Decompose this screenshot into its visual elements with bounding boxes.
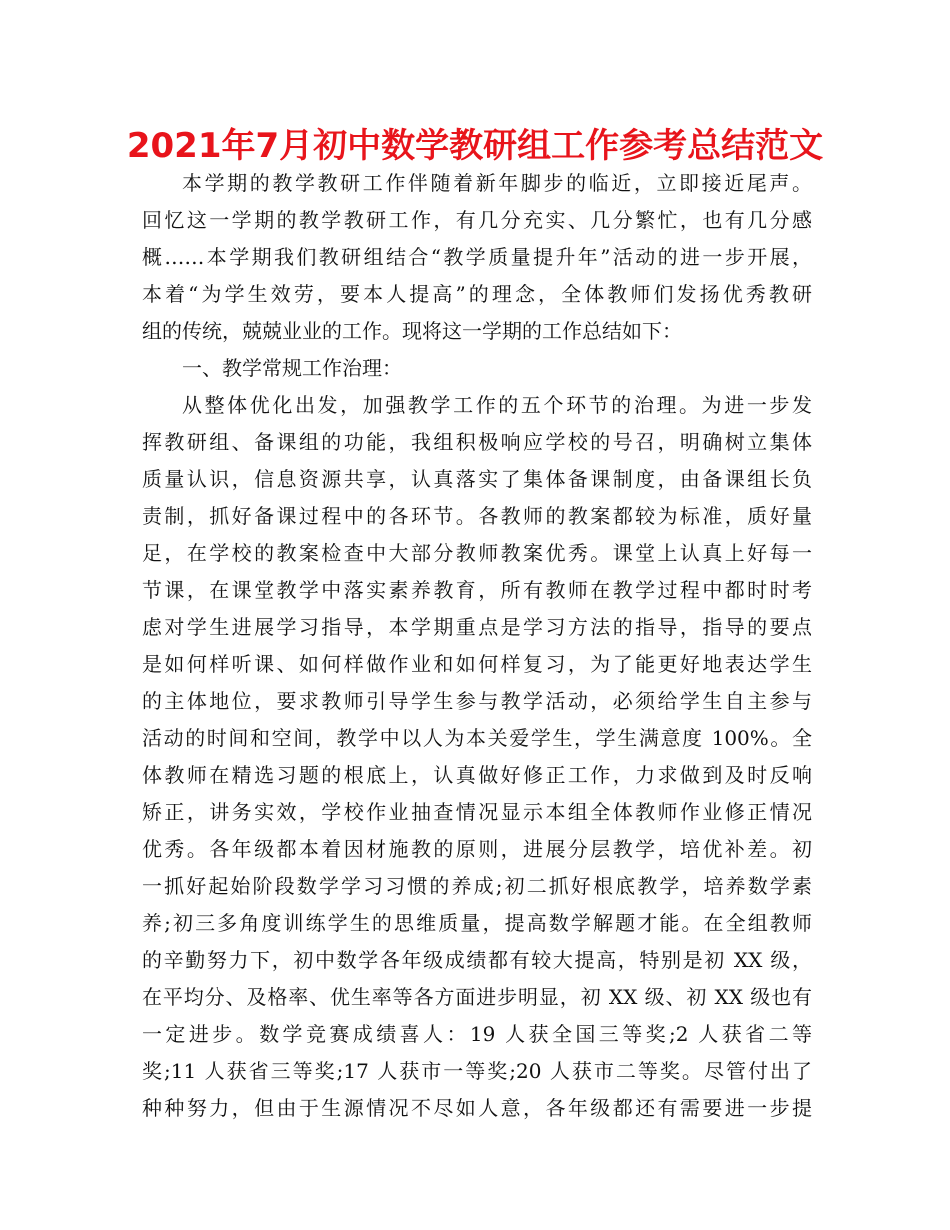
text-line: 优秀。各年级都本着因材施教的原则，进展分层教学，培优补差。初 [142,837,812,861]
text-line: 的辛勤努力下，初中数学各年级成绩都有较大提高，特别是初 XX 级， [142,948,812,972]
text-line: 本着“为学生效劳，要本人提高”的理念，全体教师们发扬优秀教研 [142,282,812,306]
text-line: 一抓好起始阶段数学学习习惯的养成;初二抓好根底教学，培养数学素 [142,874,812,898]
text-line: 奖;11 人获省三等奖;17 人获市一等奖;20 人获市二等奖。尽管付出了 [142,1059,812,1083]
paragraph-routine-management [142,387,812,1127]
text-line: 回忆这一学期的教学教研工作，有几分充实、几分繁忙，也有几分感 [142,208,812,232]
document-title: 2021年7月初中数学教研组工作参考总结范文 [126,126,824,166]
paragraph-intro [142,165,812,350]
text-line: 在平均分、及格率、优生率等各方面进步明显，初 XX 级、初 XX 级也有 [142,985,812,1009]
document-body [142,165,812,1127]
text-line: 节课，在课堂教学中落实素养教育，所有教师在教学过程中都时时考 [142,578,812,602]
text-line: 是如何样听课、如何样做作业和如何样复习，为了能更好地表达学生 [142,652,812,676]
text-line: 虑对学生进展学习指导，本学期重点是学习方法的指导，指导的要点 [142,615,812,639]
text-line: 质量认识，信息资源共享，认真落实了集体备课制度，由备课组长负 [142,467,812,491]
text-line: 挥教研组、备课组的功能，我组积极响应学校的号召，明确树立集体 [142,430,812,454]
section-heading [142,350,812,387]
text-line: 种种努力，但由于生源情况不尽如人意，各年级都还有需要进一步提 [142,1096,812,1120]
text-line: 本学期的教学教研工作伴随着新年脚步的临近，立即接近尾声。 [182,171,812,195]
text-line: 足，在学校的教案检查中大部分教师教案优秀。课堂上认真上好每一 [142,541,812,565]
text-line: 概……本学期我们教研组结合“教学质量提升年”活动的进一步开展， [142,245,812,269]
text-line: 体教师在精选习题的根底上，认真做好修正工作，力求做到及时反响 [142,763,812,787]
text-line: 的主体地位，要求教师引导学生参与教学活动，必须给学生自主参与 [142,689,812,713]
text-line: 责制，抓好备课过程中的各环节。各教师的教案都较为标准，质好量 [142,504,812,528]
text-line: 组的传统，兢兢业业的工作。现将这一学期的工作总结如下： [142,319,682,343]
text-line: 从整体优化出发，加强教学工作的五个环节的治理。为进一步发 [182,393,812,417]
text-line: 一定进步。数学竞赛成绩喜人：19 人获全国三等奖;2 人获省二等 [142,1022,812,1046]
text-line: 活动的时间和空间，教学中以人为本关爱学生，学生满意度 100%。全 [142,726,812,750]
text-line: 养;初三多角度训练学生的思维质量，提高数学解题才能。在全组教师 [142,911,812,935]
section-heading-text: 一、教学常规工作治理： [182,356,402,380]
text-line: 矫正，讲务实效，学校作业抽查情况显示本组全体教师作业修正情况 [142,800,812,824]
